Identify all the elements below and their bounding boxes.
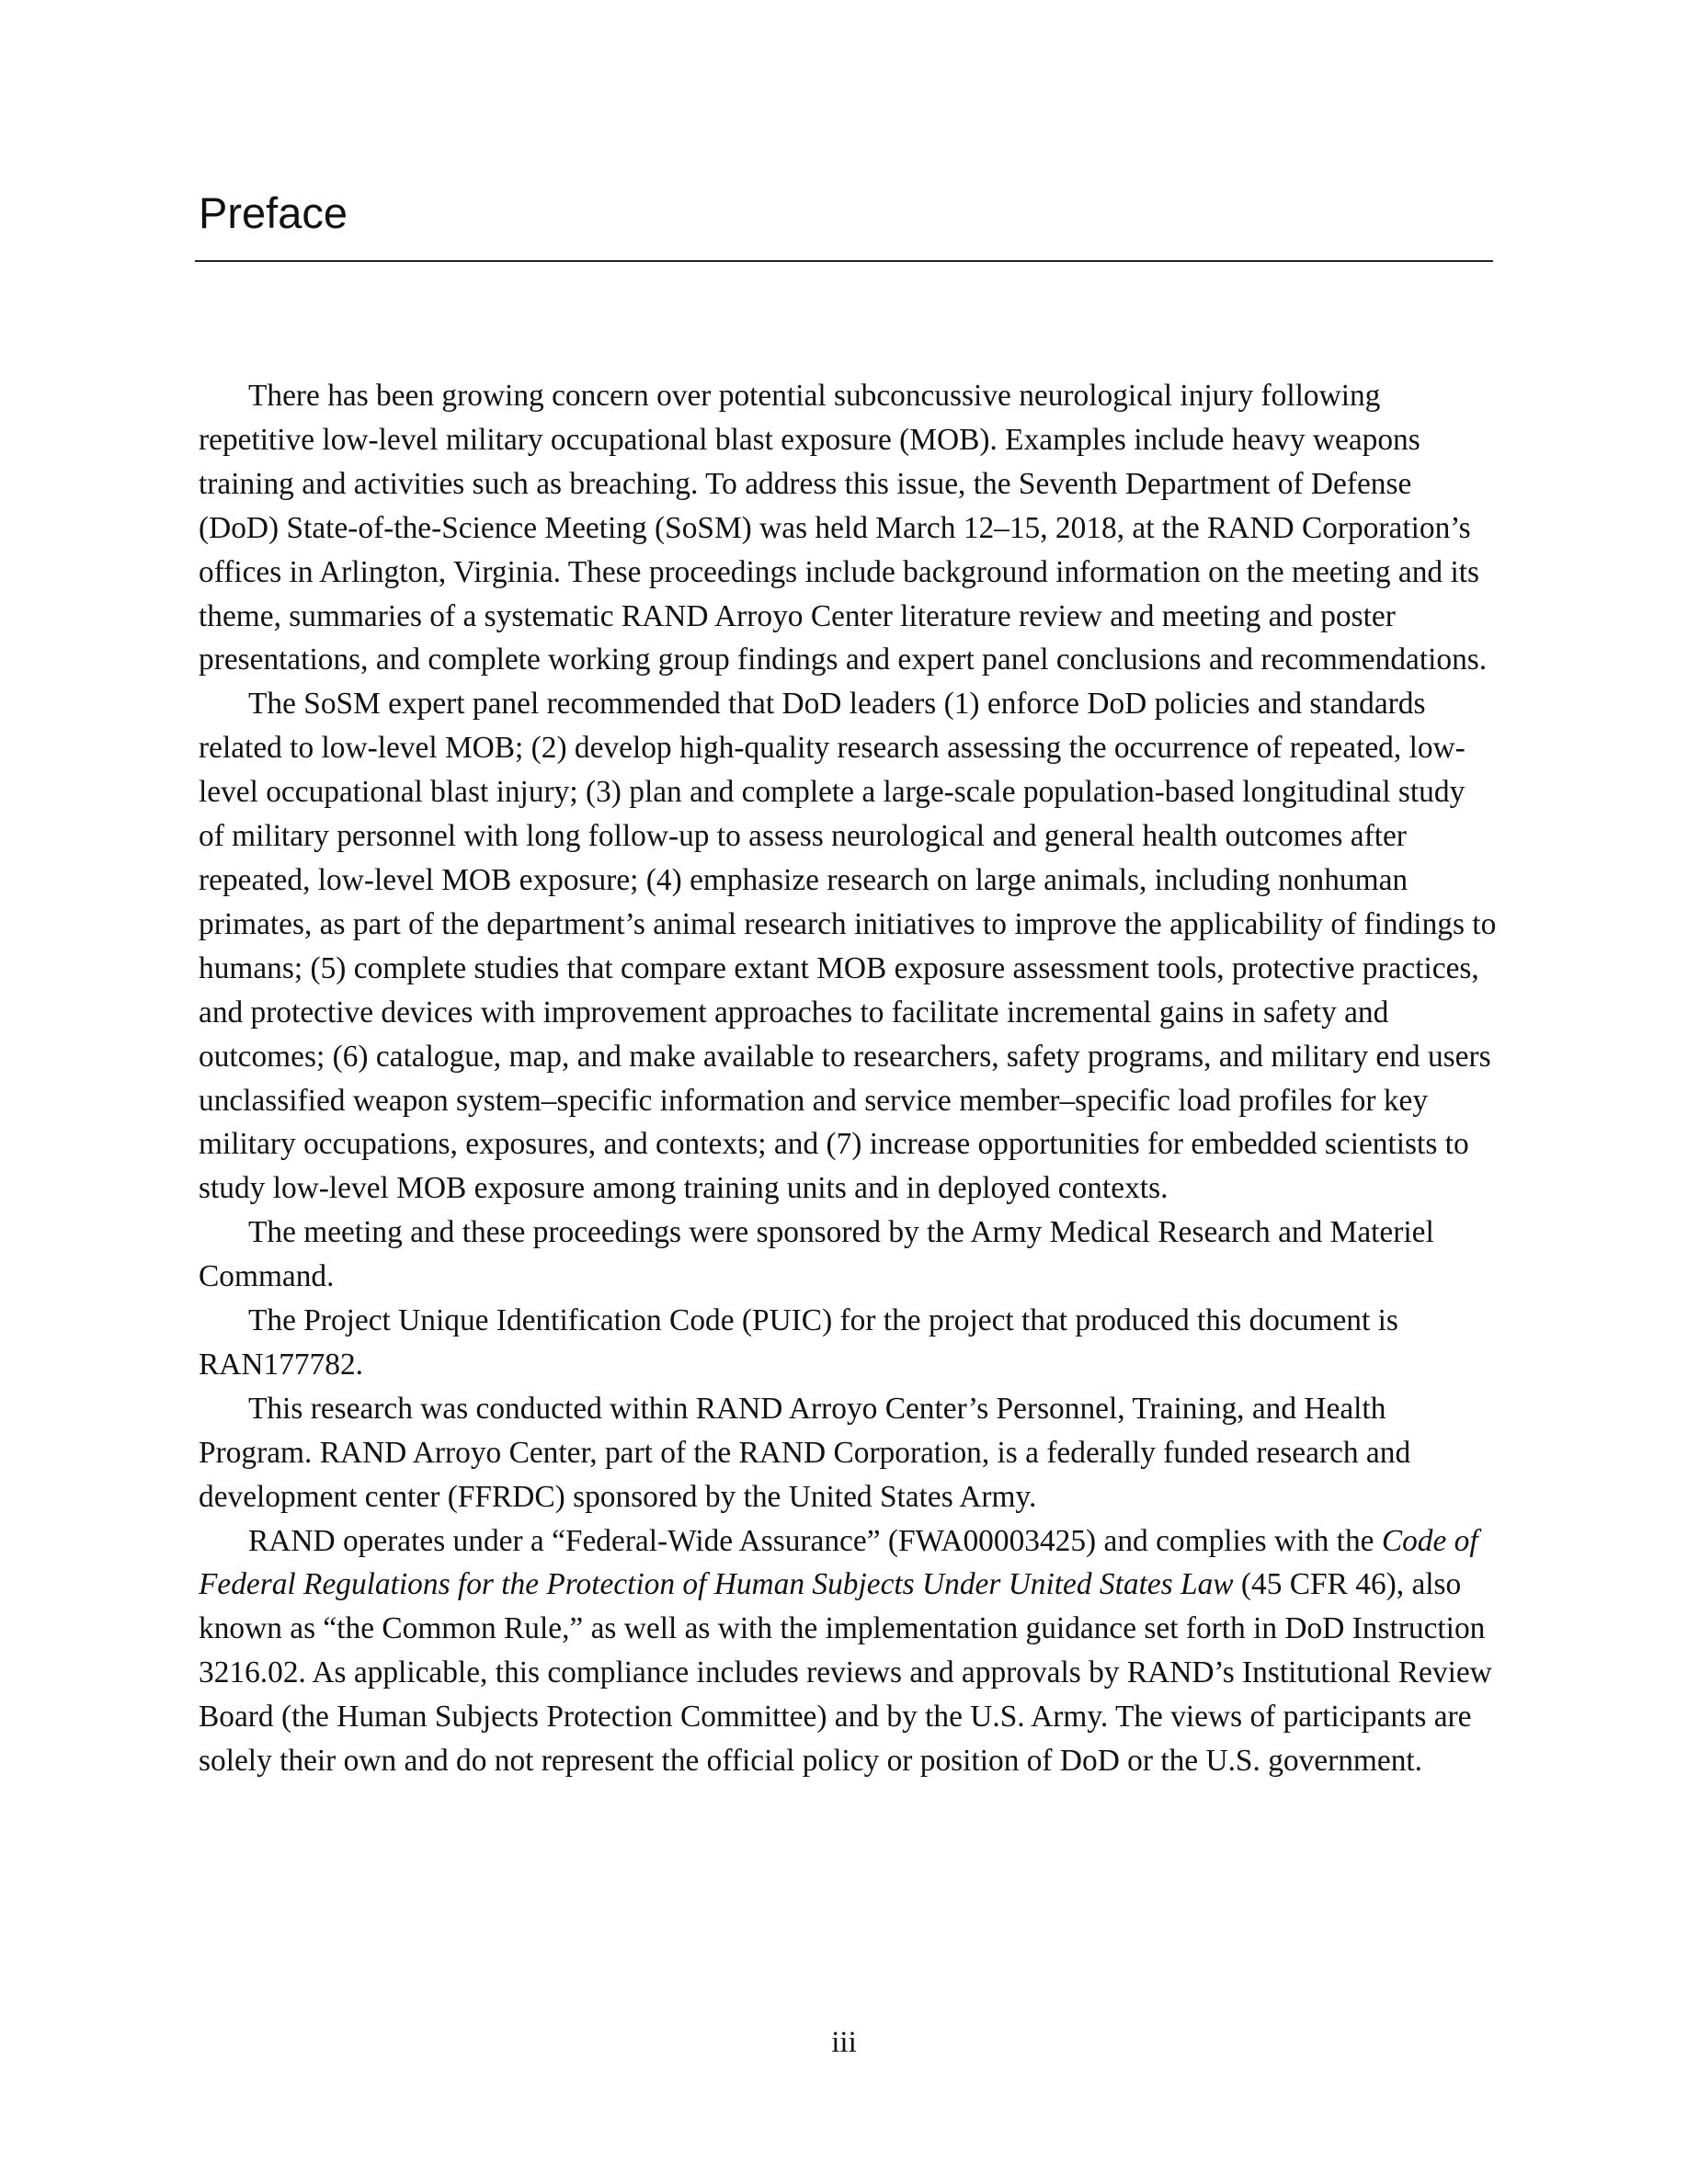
paragraph-program: This research was conducted within RAND Arroyo Center’s Personnel, Training, and Health Program. RAND Arroyo Center, part of the RAND Corporation, is a federally funded research and development center (FFRDC) sponsored by the United States Army. (199, 1391, 1411, 1514)
paragraph-sponsor: The meeting and these proceedings were sponsored by the Army Medical Research and Materiel Command. (199, 1215, 1434, 1294)
page-number: iii (831, 2026, 857, 2059)
heading-rule (195, 260, 1493, 262)
paragraph-puic: The Project Unique Identification Code (PUIC) for the project that produced this document is RAN177782. (199, 1303, 1398, 1382)
regulation-title: Code of Federal Regulations for the Protection of Human Subjects Under United States Law (199, 1523, 1478, 1602)
preface-body (199, 374, 1497, 1783)
compliance-text-start: RAND operates under a “Federal-Wide Assurance” (FWA00003425) and complies with the (248, 1523, 1382, 1558)
compliance-text-end: (45 CFR 46), also known as “the Common Rule,” as well as with the implementation guidance set forth in DoD Instruction 3216.02. As applicable, this compliance includes reviews and approvals by RAND’s Institutional Review Board (the Human Subjects Protection Committee) and by the U.S. Army. The views of participants are solely their own and do not represent the official policy or position of DoD or the U.S. government. (199, 1567, 1492, 1779)
page-title: Preface (199, 188, 348, 237)
paragraph-compliance (199, 1519, 1497, 1783)
paragraph-recommendations: The SoSM expert panel recommended that DoD leaders (1) enforce DoD policies and standards related to low-level MOB; (2) develop high-quality research assessing the occurrence of repeated, low-level occupational blast injury; (3) plan and complete a large-scale population-based longitudinal study of military personnel with long follow-up to assess neurological and general health outcomes after repeated, low-level MOB exposure; (4) emphasize research on large animals, including nonhuman primates, as part of the department’s animal research initiatives to improve the applicability of findings to humans; (5) complete studies that compare extant MOB exposure assessment tools, protective practices, and protective devices with improvement approaches to facilitate incremental gains in safety and outcomes; (6) catalogue, map, and make available to researchers, safety programs, and military end users unclassified weapon system–specific information and service member–specific load profiles for key military occupations, exposures, and contexts; and (7) increase opportunities for embedded scientists to study low-level MOB exposure among training units and in deployed contexts. (199, 687, 1497, 1206)
paragraph-background: There has been growing concern over potential subconcussive neurological injury following repetitive low-level military occupational blast exposure (MOB). Examples include heavy weapons training and activities such as breaching. To address this issue, the Seventh Department of Defense (DoD) State-of-the-Science Meeting (SoSM) was held March 12–15, 2018, at the RAND Corporation’s offices in Arlington, Virginia. These proceedings include background information on the meeting and its theme, summaries of a systematic RAND Arroyo Center literature review and meeting and poster presentations, and complete working group findings and expert panel conclusions and recommendations. (199, 379, 1488, 677)
